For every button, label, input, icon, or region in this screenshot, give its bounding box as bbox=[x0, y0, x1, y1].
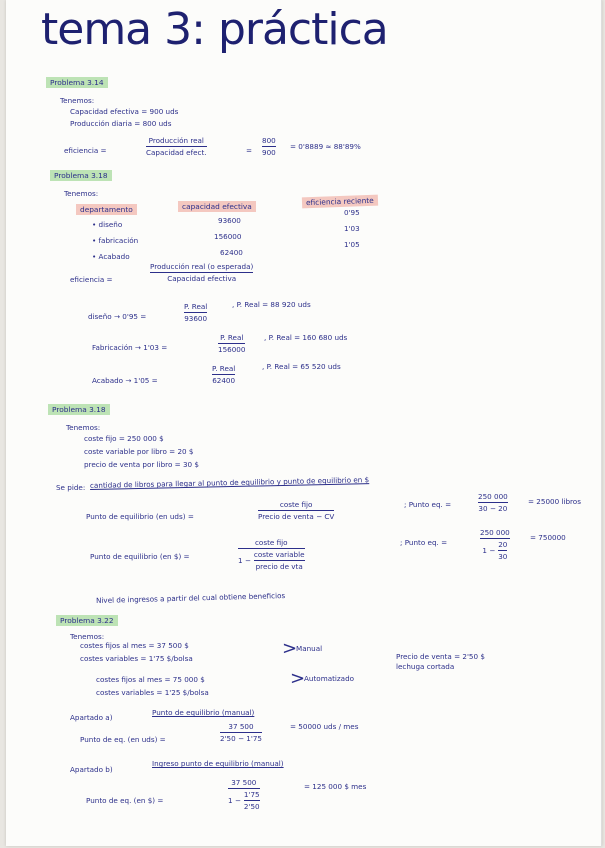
column-header-department: departamento bbox=[76, 204, 137, 215]
problem-heading-3-22: Problema 3.22 bbox=[56, 615, 118, 626]
efficiency-values-fraction: 800 900 bbox=[262, 136, 276, 157]
auto-variable-cost: costes variables = 1'25 $/bolsa bbox=[96, 688, 209, 697]
finishing-equation-label: Acabado → 1'05 = bbox=[92, 376, 158, 385]
equals-sign: = bbox=[246, 146, 253, 155]
part-a-formula-label: Punto de eq. (en uds) = bbox=[80, 735, 166, 744]
table-row-dept: • diseño bbox=[92, 220, 122, 229]
finishing-fraction: P. Real 62400 bbox=[212, 364, 236, 385]
auto-fixed-cost: costes fijos al mes = 75 000 $ bbox=[96, 675, 205, 684]
brace-auto-icon: > bbox=[290, 668, 306, 689]
part-a-fraction: 37 500 2'50 − 1'75 bbox=[220, 722, 262, 743]
table-row-dept: • Acabado bbox=[92, 252, 130, 261]
problem-heading-3-8: Problema 3.18 bbox=[50, 170, 112, 181]
breakeven-units-result: = 25000 libros bbox=[528, 497, 581, 506]
breakeven-note: Nivel de ingresos a partir del cual obtiene beneficios bbox=[95, 591, 286, 605]
finishing-result: , P. Real = 65 520 uds bbox=[262, 362, 341, 371]
column-header-capacity: capacidad efectiva bbox=[178, 201, 256, 212]
sale-price: Precio de venta = 2'50 $ bbox=[396, 652, 485, 661]
brace-manual-icon: > bbox=[282, 638, 298, 659]
page-title: tema 3: práctica bbox=[41, 4, 388, 55]
breakeven-units-values: 250 000 30 − 20 bbox=[478, 492, 508, 513]
efficiency-result: = 0'8889 ≈ 88'89% bbox=[290, 142, 361, 151]
breakeven-dollars-label: Punto de equilibrio (en $) = bbox=[90, 552, 190, 561]
givens-label: Tenemos: bbox=[66, 423, 101, 432]
efficiency-formula-fraction: Producción real (o esperada) Capacidad efectiva bbox=[150, 262, 254, 283]
asked-label: Se pide: bbox=[56, 483, 86, 492]
manual-variable-cost: costes variables = 1'75 $/bolsa bbox=[80, 654, 193, 663]
problem-heading-3-14: Problema 3.14 bbox=[46, 77, 108, 88]
design-equation-label: diseño → 0'95 = bbox=[88, 312, 147, 321]
design-result: , P. Real = 88 920 uds bbox=[232, 300, 311, 309]
part-a-label: Apartado a) bbox=[70, 713, 113, 722]
part-b-label: Apartado b) bbox=[70, 765, 113, 774]
fixed-cost-line: coste fijo = 250 000 $ bbox=[84, 434, 164, 443]
capacity-line: Capacidad efectiva = 900 uds bbox=[70, 107, 179, 116]
breakeven-dollars-result: = 750000 bbox=[530, 533, 566, 542]
part-b-fraction: 37 500 1 − 1'75 2'50 bbox=[228, 778, 260, 811]
table-row-efficiency: 1'03 bbox=[344, 224, 360, 233]
part-a-text: Punto de equilibrio (manual) bbox=[152, 708, 255, 717]
breakeven-units-eq: ; Punto eq. = bbox=[404, 500, 452, 509]
efficiency-formula-label: eficiencia = bbox=[70, 275, 113, 284]
design-fraction: P. Real 93600 bbox=[184, 302, 208, 323]
efficiency-label: eficiencia = bbox=[64, 146, 107, 155]
breakeven-dollars-values: 250 000 1 − 20 30 bbox=[480, 528, 510, 561]
notebook-page bbox=[6, 0, 602, 846]
variable-cost-line: coste variable por libro = 20 $ bbox=[84, 447, 194, 456]
givens-label: Tenemos: bbox=[64, 189, 99, 198]
fabrication-fraction: P. Real 156000 bbox=[218, 333, 246, 354]
problem-heading-3-18: Problema 3.18 bbox=[48, 404, 110, 415]
breakeven-units-label: Punto de equilibrio (en uds) = bbox=[86, 512, 194, 521]
manual-label: Manual bbox=[296, 644, 323, 653]
table-row-capacity: 93600 bbox=[218, 216, 241, 225]
breakeven-units-formula: coste fijo Precio de venta − CV bbox=[258, 500, 335, 521]
fabrication-result: , P. Real = 160 680 uds bbox=[264, 333, 348, 342]
table-row-efficiency: 0'95 bbox=[344, 208, 360, 217]
asked-text: cantidad de libros para llegar al punto de equilibrio y punto de equilibrio en $ bbox=[89, 475, 370, 490]
part-a-result: = 50000 uds / mes bbox=[290, 722, 359, 731]
part-b-text: Ingreso punto de equilibrio (manual) bbox=[152, 759, 284, 768]
manual-fixed-cost: costes fijos al mes = 37 500 $ bbox=[80, 641, 189, 650]
breakeven-dollars-formula: coste fijo 1 − coste variable precio de vta bbox=[238, 538, 305, 571]
givens-label: Tenemos: bbox=[70, 632, 105, 641]
automated-label: Automatizado bbox=[304, 674, 355, 683]
givens-label: Tenemos: bbox=[60, 96, 95, 105]
part-b-formula-label: Punto de eq. (en $) = bbox=[86, 796, 164, 805]
table-row-efficiency: 1'05 bbox=[344, 240, 360, 249]
column-header-efficiency: eficiencia reciente bbox=[302, 195, 378, 209]
table-row-capacity: 62400 bbox=[220, 248, 243, 257]
breakeven-dollars-eq: ; Punto eq. = bbox=[400, 538, 448, 547]
sale-price-line: precio de venta por libro = 30 $ bbox=[84, 460, 199, 469]
part-b-result: = 125 000 $ mes bbox=[304, 782, 367, 791]
sale-price-product: lechuga cortada bbox=[396, 662, 455, 671]
efficiency-fraction: Producción real Capacidad efect. bbox=[146, 136, 207, 157]
table-row-capacity: 156000 bbox=[214, 232, 242, 241]
production-line: Producción diaria = 800 uds bbox=[70, 119, 172, 128]
fabrication-equation-label: Fabricación → 1'03 = bbox=[92, 343, 168, 352]
table-row-dept: • fabricación bbox=[92, 236, 138, 245]
